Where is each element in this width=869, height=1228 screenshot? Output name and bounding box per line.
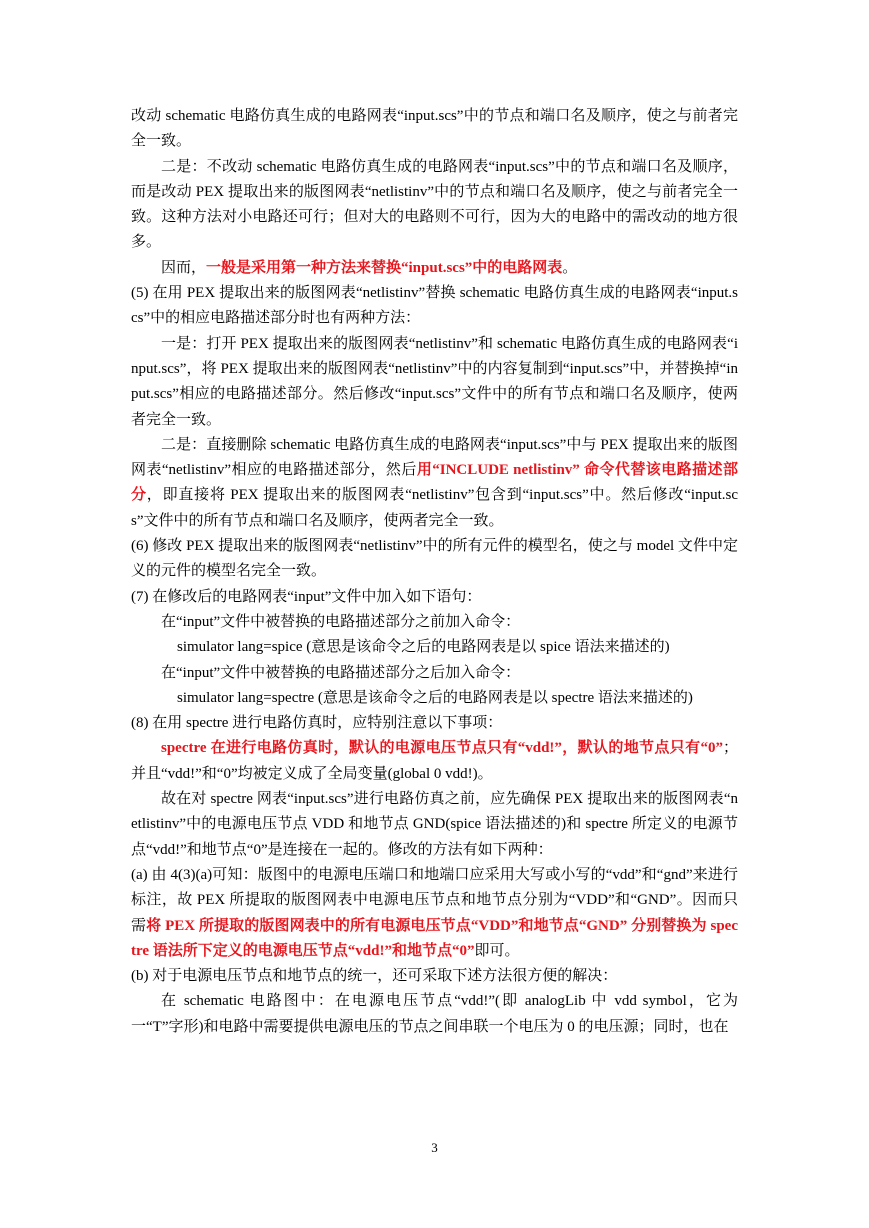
highlighted-text: 一般是采用第一种方法来替换“input.scs”中的电路网表 — [206, 259, 563, 276]
paragraph-text: (7) 在修改后的电路网表“input”文件中加入如下语句： — [131, 588, 482, 605]
paragraph-1 — [131, 104, 738, 155]
paragraph-text: (b) 对于电源电压节点和地节点的统一，还可采取下述方法很方便的解决： — [131, 968, 618, 985]
paragraph-text: ，即直接将 PEX 提取出来的版图网表“netlistinv”包含到“input.scs”中。然后修改“input.scs”文件中的所有节点和端口名及顺序，使两者完全一致。 — [131, 487, 738, 529]
paragraph-2 — [131, 155, 738, 256]
highlighted-text: 将 PEX 所提取的版图网表中的所有电源电压节点“VDD”和地节点“GND” 分别替换为 spectre 语法所下定义的电源电压节点“vdd!”和地节点“0” — [131, 917, 738, 959]
paragraph-text: 故在对 spectre 网表“input.scs”进行电路仿真之前，应先确保 PEX 提取出来的版图网表“netlistinv”中的电源电压节点 VDD 和地节点 GND(spice 语法描述的)和 spectre 所定义的电源节点“vdd!”和地节点“0”是连接在一起的。修改的方法有如下两种： — [131, 791, 738, 858]
paragraph-18 — [131, 989, 738, 1040]
page-number: 3 — [431, 1140, 438, 1155]
paragraph-text: 一是：打开 PEX 提取出来的版图网表“netlistinv”和 schematic 电路仿真生成的电路网表“input.scs”，将 PEX 提取出来的版图网表“netlistinv”中的内容复制到“input.scs”中，并替换掉“input.scs”相应的电路描述部分。然后修改“input.scs”文件中的所有节点和端口名及顺序，使两者完全一致。 — [131, 335, 738, 428]
paragraph-13 — [131, 711, 738, 736]
paragraph-15 — [131, 787, 738, 863]
paragraph-text: 因而， — [161, 259, 207, 276]
body-text — [131, 104, 738, 1040]
paragraph-text: 即可。 — [474, 942, 520, 959]
paragraph-3 — [131, 256, 738, 281]
paragraph-text: 二是：直接删除 schematic 电路仿真生成的电路网表“input.scs”中与 PEX 提取出来的版图网表“netlistinv”相应的电路描述部分，然后 — [131, 436, 738, 479]
paragraph-text: ；并且“vdd!”和“0”均被定义成了全局变量(global 0 vdd!)。 — [131, 740, 738, 782]
highlighted-text: 用“INCLUDE netlistinv” 命令代替该电路描述部分 — [131, 462, 738, 504]
paragraph-text: simulator lang=spice (意思是该命令之后的电路网表是以 spice 语法来描述的) — [177, 639, 670, 656]
highlighted-text: spectre 在进行电路仿真时，默认的电源电压节点只有“vdd!”，默认的地节点只有“0” — [161, 740, 723, 757]
paragraph-text: (a) 由 4(3)(a)可知：版图中的电源电压端口和地端口应采用大写或小写的“vdd”和“gnd”来进行标注，故 PEX 所提取的版图网表中电源电压节点和地节点分别为“VDD”和“GND”。因而只需 — [131, 866, 738, 934]
paragraph-7 — [131, 534, 738, 585]
paragraph-text: (6) 修改 PEX 提取出来的版图网表“netlistinv”中的所有元件的模型名，使之与 model 文件中定义的元件的模型名完全一致。 — [131, 538, 738, 580]
paragraph-14 — [131, 736, 738, 787]
paragraph-text: simulator lang=spectre (意思是该命令之后的电路网表是以 spectre 语法来描述的) — [177, 689, 693, 706]
paragraph-text: 。 — [562, 259, 578, 276]
paragraph-8 — [131, 585, 738, 610]
paragraph-text: 在“input”文件中被替换的电路描述部分之后加入命令： — [161, 664, 521, 681]
paragraph-11 — [131, 661, 738, 686]
paragraph-5 — [131, 332, 738, 433]
paragraph-text: 二是：不改动 schematic 电路仿真生成的电路网表“input.scs”中的节点和端口名及顺序，而是改动 PEX 提取出来的版图网表“netlistinv”中的节点和端口名及顺序，使之与前者完全一致。这种方法对小电路还可行；但对大的电路则不可行，因为大的电路中的需改动的地方很多。 — [131, 158, 738, 251]
paragraph-text: 改动 schematic 电路仿真生成的电路网表“input.scs”中的节点和端口名及顺序，使之与前者完全一致。 — [131, 108, 738, 150]
paragraph-6 — [131, 433, 738, 534]
paragraph-text: (8) 在用 spectre 进行电路仿真时，应特别注意以下事项： — [131, 715, 503, 732]
paragraph-text: 在 schematic 电路图中：在电源电压节点“vdd!”(即 analogLib 中 vdd symbol，它为一“T”字形)和电路中需要提供电源电压的节点之间串联一个电压为 0 的电压源；同时，也在 — [131, 993, 738, 1035]
paragraph-4 — [131, 281, 738, 332]
command-line-spice — [131, 635, 738, 660]
paragraph-text: 在“input”文件中被替换的电路描述部分之前加入命令： — [161, 613, 521, 630]
paragraph-17 — [131, 964, 738, 989]
command-line-spectre — [131, 686, 738, 711]
paragraph-9 — [131, 610, 738, 635]
paragraph-text: (5) 在用 PEX 提取出来的版图网表“netlistinv”替换 schematic 电路仿真生成的电路网表“input.scs”中的相应电路描述部分时也有两种方法： — [131, 285, 738, 327]
paragraph-16 — [131, 863, 738, 964]
